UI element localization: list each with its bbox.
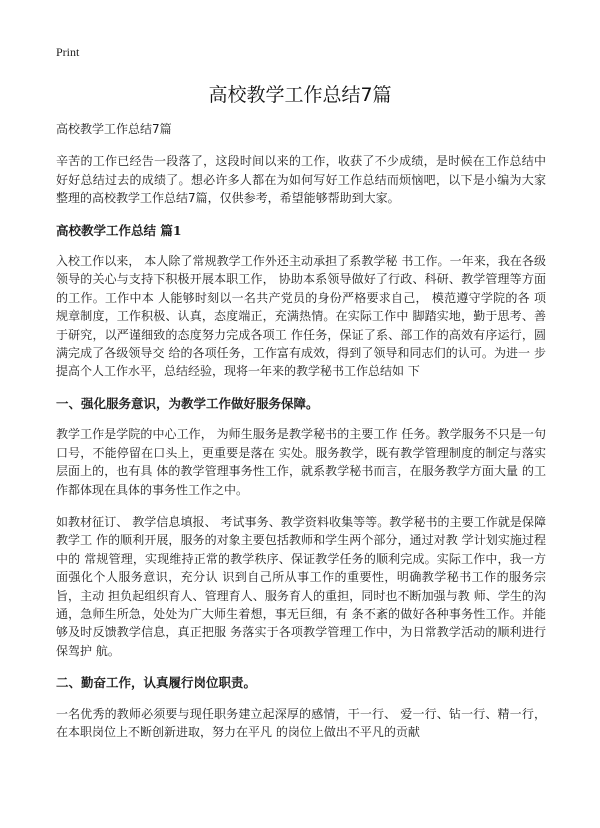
heading-2: 二、勤奋工作，认真履行岗位职责。 [56, 675, 257, 691]
paragraph-3: 如教材征订、 教学信息填报、 考试事务、教学资料收集等等。教学秘书的主要工作就是保障教学工 作的顺利开展，服务的对象主要包括教师和学生两个部分，通过对教 学计划实施过程中的 常规管理，实现维持正常的教学秩序、保证教学任务的顺利完成。实际工作中，我一方面强化个人服务意识，充分认 识到自己所从事工作的重要性，明确教学秘书工作的服务宗旨，主动 担负起组织育人、管理育人、服务育人的重担，同时也不断加强与教 师、学生的沟通，急师生所急，处处为广大师生着想，事无巨细，有 条不紊的做好各种事务性工作。并能够及时反馈教学信息，真正把服 务落实于各项教学管理工作中，为日常教学活动的顺利进行保驾护 航。 [56, 514, 546, 658]
heading-1: 一、强化服务意识，为教学工作做好服务保障。 [56, 395, 319, 411]
document-title: 高校教学工作总结7篇 [208, 84, 392, 106]
paragraph-2: 教学工作是学院的中心工作， 为师生服务是教学秘书的主要工作 任务。教学服务不只是一句口号，不能停留在口头上，更重要是落在 实处。服务教学，既有教学管理制度的制定与落实层面上的，也有具 体的教学管理事务性工作，就系教学秘书而言，在服务教学方面大量 的工作都体现在具体的事务性工作之中。 [56, 427, 546, 497]
paragraph-1: 入校工作以来， 本人除了常规教学工作外还主动承担了系教学秘 书工作。一年来，我在各级领导的关心与支持下积极开展本职工作， 协助本系领导做好了行政、科研、教学管理等方面的工作。工作中本 人能够时刻以一名共产党员的身份严格要求自己， 模范遵守学院的各 项规章制度，工作积极、认真，态度端正，充满热情。在实际工作中 脚踏实地，勤于思考、善于研究，以严谨细致的态度努力完成各项工 作任务，保证了系、部工作的高效有序运行，圆满完成了各级领导交 给的各项任务，工作富有成效，得到了领导和同志们的认可。为进一 步提高个人工作水平，总结经验，现将一年来的教学秘书工作总结如 下 [56, 254, 546, 379]
paragraph-4: 一名优秀的教师必须要与现任职务建立起深厚的感情，干一行、 爱一行、钻一行、精一行，在本职岗位上不断创新进取，努力在平凡 的岗位上做出不平凡的贡献 [56, 706, 546, 739]
intro-paragraph: 辛苦的工作已经告一段落了，这段时间以来的工作，收获了不少成绩，是时候在工作总结中好好总结过去的成绩了。想必许多人都在为如何写好工作总结而烦恼吧，以下是小编为大家整理的高校教学工作总结7篇，仅供参考，希望能够帮助到大家。 [56, 154, 546, 206]
document-body [56, 120, 546, 755]
document-subtitle: 高校教学工作总结7篇 [56, 122, 172, 136]
print-link[interactable]: Print [56, 45, 80, 59]
section-title: 高校教学工作总结 篇1 [56, 222, 182, 238]
